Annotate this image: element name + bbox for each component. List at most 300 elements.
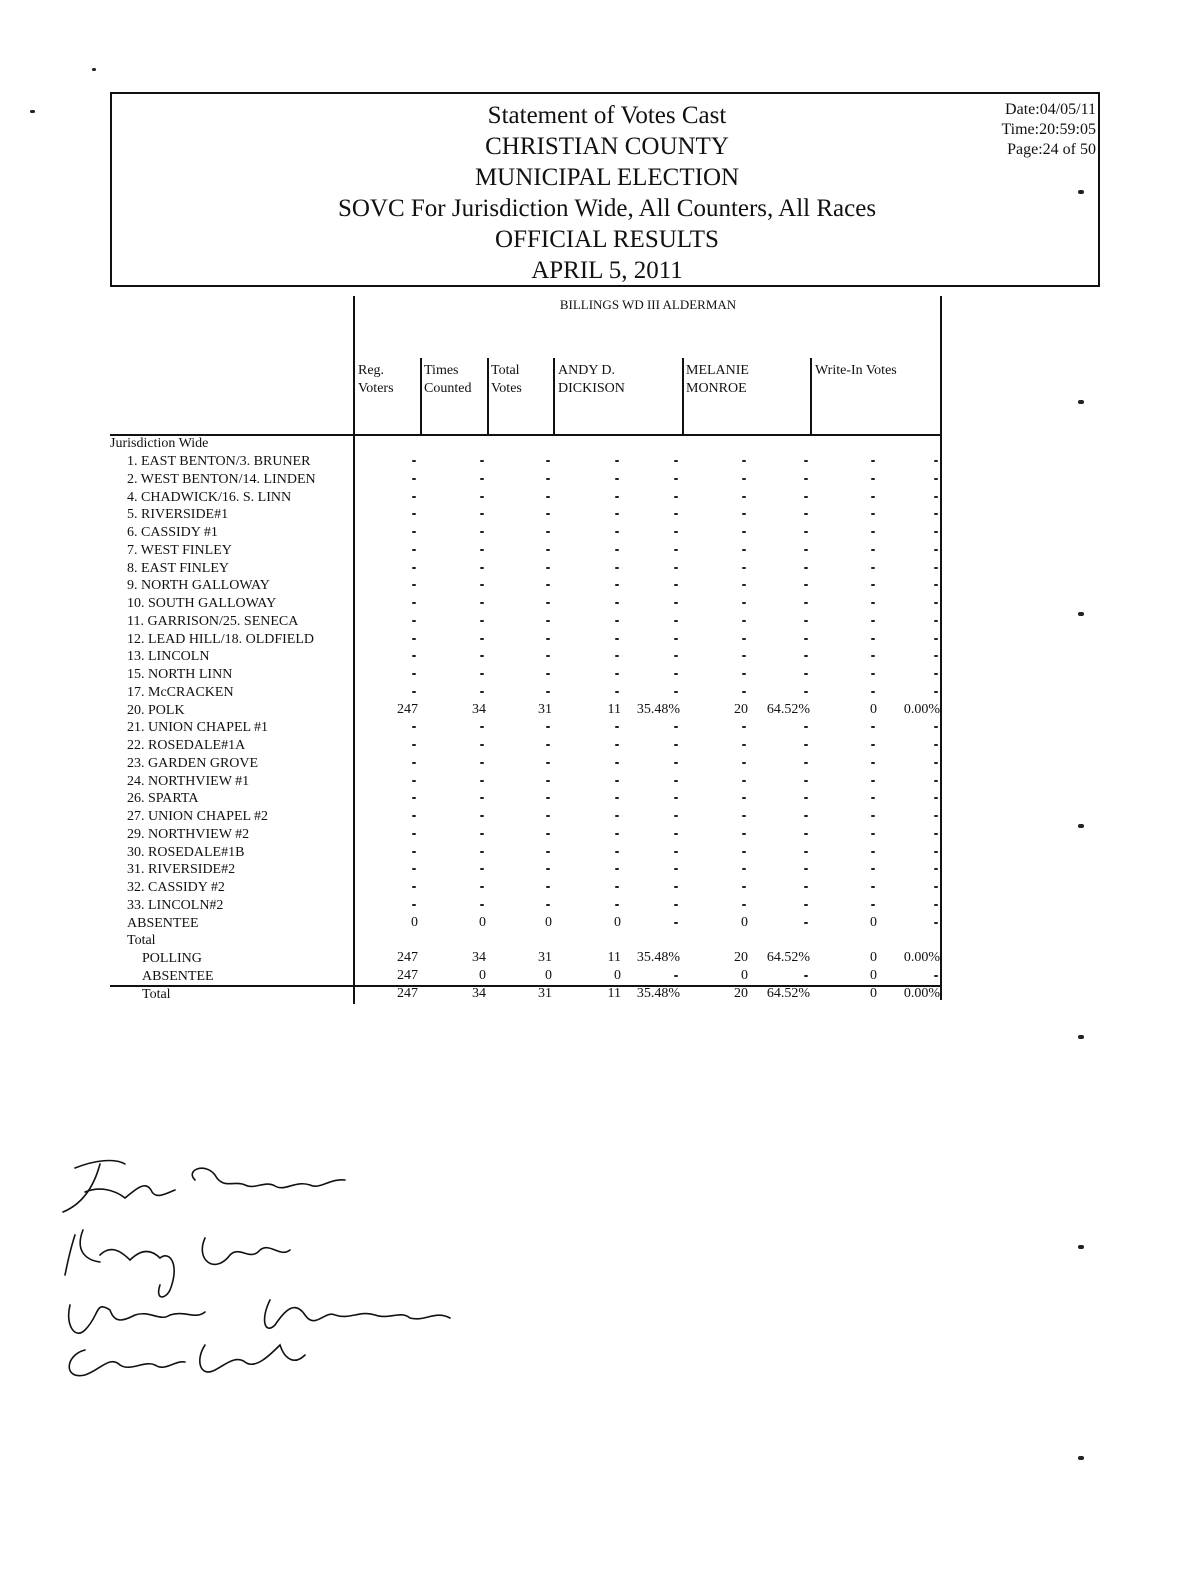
margin-mark bbox=[1078, 400, 1084, 404]
empty-value-mark bbox=[674, 886, 678, 888]
empty-value-mark bbox=[615, 726, 619, 728]
column-header-line: Reg. bbox=[358, 363, 385, 378]
value-cell: 34 bbox=[472, 701, 486, 717]
empty-value-mark bbox=[615, 691, 619, 693]
empty-value-mark bbox=[674, 744, 678, 746]
empty-value-mark bbox=[674, 780, 678, 782]
empty-value-mark bbox=[804, 922, 808, 924]
empty-value-mark bbox=[546, 620, 550, 622]
row-label: 33. LINCOLN#2 bbox=[127, 897, 224, 913]
empty-value-mark bbox=[615, 531, 619, 533]
empty-value-mark bbox=[934, 655, 938, 657]
empty-value-mark bbox=[804, 904, 808, 906]
empty-value-mark bbox=[412, 567, 416, 569]
empty-value-mark bbox=[804, 496, 808, 498]
empty-value-mark bbox=[674, 496, 678, 498]
value-cell: 0.00% bbox=[903, 950, 940, 965]
value-cell: 0 bbox=[870, 985, 877, 1001]
empty-value-mark bbox=[674, 567, 678, 569]
empty-value-mark bbox=[934, 638, 938, 640]
row-label: 13. LINCOLN bbox=[127, 649, 210, 665]
empty-value-mark bbox=[615, 868, 619, 870]
empty-value-mark bbox=[412, 496, 416, 498]
empty-value-mark bbox=[546, 602, 550, 604]
title-line: CHRISTIAN COUNTY bbox=[485, 133, 729, 160]
empty-value-mark bbox=[412, 602, 416, 604]
value-cell: 0 bbox=[411, 914, 418, 930]
empty-value-mark bbox=[412, 744, 416, 746]
empty-value-mark bbox=[546, 584, 550, 586]
empty-value-mark bbox=[804, 584, 808, 586]
empty-value-mark bbox=[934, 886, 938, 888]
empty-value-mark bbox=[742, 460, 746, 462]
empty-value-mark bbox=[615, 567, 619, 569]
empty-value-mark bbox=[615, 673, 619, 675]
empty-value-mark bbox=[674, 655, 678, 657]
empty-value-mark bbox=[546, 797, 550, 799]
value-cell: 11 bbox=[607, 701, 621, 717]
empty-value-mark bbox=[674, 531, 678, 533]
signature-3 bbox=[69, 1300, 450, 1333]
empty-value-mark bbox=[804, 797, 808, 799]
empty-value-mark bbox=[804, 478, 808, 480]
empty-value-mark bbox=[742, 513, 746, 515]
value-cell: 34 bbox=[472, 950, 486, 965]
empty-value-mark bbox=[412, 531, 416, 533]
empty-value-mark bbox=[674, 638, 678, 640]
empty-value-mark bbox=[615, 780, 619, 782]
signature-names: Lisa Russell Kelsey Lock Marian Matthews Carla Esseitt bbox=[55, 1137, 422, 1154]
empty-value-mark bbox=[871, 567, 875, 569]
empty-value-mark bbox=[934, 726, 938, 728]
empty-value-mark bbox=[742, 496, 746, 498]
empty-value-mark bbox=[412, 797, 416, 799]
value-cell: 31 bbox=[538, 701, 552, 717]
column-rule bbox=[487, 358, 489, 434]
row-label: 4. CHADWICK/16. S. LINN bbox=[127, 489, 292, 505]
column-header bbox=[491, 362, 522, 398]
margin-mark bbox=[1078, 824, 1084, 828]
empty-value-mark bbox=[615, 549, 619, 551]
empty-value-mark bbox=[871, 886, 875, 888]
empty-value-mark bbox=[546, 780, 550, 782]
empty-value-mark bbox=[934, 833, 938, 835]
empty-value-mark bbox=[480, 531, 484, 533]
column-header bbox=[424, 362, 471, 398]
empty-value-mark bbox=[742, 638, 746, 640]
empty-value-mark bbox=[412, 620, 416, 622]
empty-value-mark bbox=[742, 833, 746, 835]
value-cell: 20 bbox=[734, 950, 748, 965]
header-bottom-rule bbox=[110, 434, 941, 436]
empty-value-mark bbox=[871, 833, 875, 835]
empty-value-mark bbox=[615, 602, 619, 604]
empty-value-mark bbox=[615, 638, 619, 640]
empty-value-mark bbox=[412, 478, 416, 480]
empty-value-mark bbox=[615, 744, 619, 746]
empty-value-mark bbox=[934, 922, 938, 924]
empty-value-mark bbox=[804, 780, 808, 782]
empty-value-mark bbox=[480, 602, 484, 604]
value-cell: 0 bbox=[545, 967, 552, 983]
empty-value-mark bbox=[615, 886, 619, 888]
total-rule bbox=[110, 985, 941, 987]
empty-value-mark bbox=[480, 762, 484, 764]
empty-value-mark bbox=[480, 567, 484, 569]
empty-value-mark bbox=[742, 851, 746, 853]
empty-value-mark bbox=[546, 673, 550, 675]
row-label: Total bbox=[127, 933, 156, 949]
row-label: 2. WEST BENTON/14. LINDEN bbox=[127, 471, 316, 487]
empty-value-mark bbox=[871, 620, 875, 622]
empty-value-mark bbox=[615, 762, 619, 764]
empty-value-mark bbox=[674, 620, 678, 622]
value-cell: 0 bbox=[870, 701, 877, 717]
race-title: BILLINGS WD III ALDERMAN bbox=[559, 297, 737, 312]
column-header-line: ANDY D. bbox=[558, 363, 616, 378]
value-cell: 35.48% bbox=[636, 950, 680, 965]
empty-value-mark bbox=[480, 886, 484, 888]
empty-value-mark bbox=[412, 549, 416, 551]
report-meta bbox=[1001, 100, 1096, 160]
value-cell: 0 bbox=[479, 914, 486, 930]
empty-value-mark bbox=[934, 673, 938, 675]
empty-value-mark bbox=[871, 744, 875, 746]
table-rule-left bbox=[353, 296, 355, 1004]
report-title bbox=[112, 100, 1102, 286]
empty-value-mark bbox=[934, 496, 938, 498]
empty-value-mark bbox=[674, 833, 678, 835]
empty-value-mark bbox=[934, 620, 938, 622]
empty-value-mark bbox=[546, 638, 550, 640]
empty-value-mark bbox=[615, 655, 619, 657]
empty-value-mark bbox=[871, 460, 875, 462]
empty-value-mark bbox=[804, 691, 808, 693]
value-cell: 0 bbox=[614, 967, 621, 983]
empty-value-mark bbox=[804, 620, 808, 622]
row-label: 17. McCRACKEN bbox=[127, 684, 234, 700]
row-label: 11. GARRISON/25. SENECA bbox=[127, 613, 299, 629]
empty-value-mark bbox=[871, 815, 875, 817]
value-cell: 64.52% bbox=[766, 701, 810, 717]
margin-mark bbox=[1078, 1245, 1084, 1249]
empty-value-mark bbox=[742, 584, 746, 586]
empty-value-mark bbox=[674, 815, 678, 817]
empty-value-mark bbox=[412, 886, 416, 888]
empty-value-mark bbox=[804, 513, 808, 515]
empty-value-mark bbox=[804, 549, 808, 551]
empty-value-mark bbox=[934, 567, 938, 569]
empty-value-mark bbox=[871, 673, 875, 675]
value-cell: 34 bbox=[472, 985, 486, 1001]
empty-value-mark bbox=[412, 655, 416, 657]
empty-value-mark bbox=[934, 868, 938, 870]
empty-value-mark bbox=[804, 886, 808, 888]
value-cell: 0 bbox=[741, 914, 748, 930]
empty-value-mark bbox=[804, 655, 808, 657]
empty-value-mark bbox=[615, 584, 619, 586]
empty-value-mark bbox=[674, 726, 678, 728]
empty-value-mark bbox=[412, 904, 416, 906]
empty-value-mark bbox=[804, 567, 808, 569]
empty-value-mark bbox=[412, 673, 416, 675]
empty-value-mark bbox=[934, 513, 938, 515]
empty-value-mark bbox=[674, 922, 678, 924]
empty-value-mark bbox=[804, 975, 808, 977]
empty-value-mark bbox=[934, 797, 938, 799]
value-cell: 0 bbox=[741, 967, 748, 983]
empty-value-mark bbox=[546, 744, 550, 746]
empty-value-mark bbox=[480, 833, 484, 835]
empty-value-mark bbox=[615, 460, 619, 462]
value-cell: 20 bbox=[734, 701, 748, 717]
empty-value-mark bbox=[804, 744, 808, 746]
value-cell: 0 bbox=[614, 914, 621, 930]
signatures bbox=[55, 1137, 485, 1380]
empty-value-mark bbox=[674, 460, 678, 462]
empty-value-mark bbox=[742, 886, 746, 888]
value-cell: 11 bbox=[607, 985, 621, 1001]
empty-value-mark bbox=[480, 868, 484, 870]
empty-value-mark bbox=[412, 851, 416, 853]
empty-value-mark bbox=[871, 904, 875, 906]
empty-value-mark bbox=[934, 602, 938, 604]
empty-value-mark bbox=[871, 602, 875, 604]
row-label: 27. UNION CHAPEL #2 bbox=[127, 809, 269, 824]
empty-value-mark bbox=[934, 904, 938, 906]
empty-value-mark bbox=[412, 460, 416, 462]
empty-value-mark bbox=[934, 851, 938, 853]
section-label: Jurisdiction Wide bbox=[110, 436, 209, 451]
empty-value-mark bbox=[934, 531, 938, 533]
empty-value-mark bbox=[871, 762, 875, 764]
empty-value-mark bbox=[480, 815, 484, 817]
value-cell: 0 bbox=[870, 950, 877, 965]
title-line: APRIL 5, 2011 bbox=[531, 257, 683, 284]
row-label: 6. CASSIDY #1 bbox=[127, 525, 218, 540]
row-label: 5. RIVERSIDE#1 bbox=[127, 507, 229, 523]
value-cell: 0.00% bbox=[903, 985, 940, 1001]
empty-value-mark bbox=[804, 762, 808, 764]
empty-value-mark bbox=[742, 549, 746, 551]
row-label: 21. UNION CHAPEL #1 bbox=[127, 720, 269, 736]
empty-value-mark bbox=[742, 815, 746, 817]
empty-value-mark bbox=[674, 691, 678, 693]
empty-value-mark bbox=[742, 620, 746, 622]
empty-value-mark bbox=[934, 815, 938, 817]
value-cell: 247 bbox=[397, 950, 418, 965]
empty-value-mark bbox=[674, 584, 678, 586]
empty-value-mark bbox=[742, 868, 746, 870]
empty-value-mark bbox=[615, 797, 619, 799]
column-header bbox=[815, 362, 897, 380]
column-header bbox=[358, 362, 394, 398]
empty-value-mark bbox=[546, 815, 550, 817]
empty-value-mark bbox=[480, 691, 484, 693]
row-label: 8. EAST FINLEY bbox=[127, 560, 230, 576]
empty-value-mark bbox=[546, 513, 550, 515]
value-cell: 35.48% bbox=[636, 985, 680, 1001]
empty-value-mark bbox=[742, 655, 746, 657]
report-date: Date:04/05/11 bbox=[1005, 101, 1096, 118]
empty-value-mark bbox=[480, 496, 484, 498]
column-header-line: Voters bbox=[358, 381, 394, 396]
empty-value-mark bbox=[546, 478, 550, 480]
empty-value-mark bbox=[804, 531, 808, 533]
margin-mark bbox=[30, 110, 35, 113]
title-line: OFFICIAL RESULTS bbox=[495, 226, 719, 253]
empty-value-mark bbox=[412, 638, 416, 640]
row-label: ABSENTEE bbox=[127, 915, 199, 931]
value-cell: 64.52% bbox=[766, 985, 810, 1001]
value-cell: 20 bbox=[734, 985, 748, 1001]
empty-value-mark bbox=[934, 744, 938, 746]
column-header-line: Total bbox=[491, 363, 520, 378]
empty-value-mark bbox=[546, 549, 550, 551]
empty-value-mark bbox=[871, 868, 875, 870]
empty-value-mark bbox=[674, 904, 678, 906]
signature-2 bbox=[65, 1230, 290, 1297]
empty-value-mark bbox=[615, 478, 619, 480]
empty-value-mark bbox=[674, 478, 678, 480]
empty-value-mark bbox=[412, 726, 416, 728]
column-header-line: MONROE bbox=[686, 381, 747, 396]
empty-value-mark bbox=[480, 460, 484, 462]
empty-value-mark bbox=[546, 460, 550, 462]
empty-value-mark bbox=[934, 762, 938, 764]
column-header-line: Counted bbox=[424, 381, 472, 396]
empty-value-mark bbox=[804, 638, 808, 640]
row-label: 15. NORTH LINN bbox=[127, 667, 233, 682]
empty-value-mark bbox=[615, 833, 619, 835]
empty-value-mark bbox=[674, 868, 678, 870]
empty-value-mark bbox=[480, 478, 484, 480]
empty-value-mark bbox=[871, 726, 875, 728]
row-label: 31. RIVERSIDE#2 bbox=[127, 862, 236, 878]
empty-value-mark bbox=[804, 851, 808, 853]
value-cell: 11 bbox=[607, 950, 621, 965]
empty-value-mark bbox=[674, 549, 678, 551]
value-cell: 0 bbox=[870, 967, 877, 983]
empty-value-mark bbox=[871, 638, 875, 640]
empty-value-mark bbox=[742, 602, 746, 604]
empty-value-mark bbox=[871, 691, 875, 693]
column-header-line: MELANIE bbox=[686, 363, 749, 378]
empty-value-mark bbox=[934, 478, 938, 480]
empty-value-mark bbox=[480, 638, 484, 640]
empty-value-mark bbox=[615, 815, 619, 817]
empty-value-mark bbox=[546, 904, 550, 906]
report-page: Page:24 of 50 bbox=[1007, 141, 1096, 158]
report-time: Time:20:59:05 bbox=[1001, 121, 1096, 138]
empty-value-mark bbox=[412, 780, 416, 782]
row-label: 32. CASSIDY #2 bbox=[127, 880, 225, 895]
margin-mark bbox=[1078, 1456, 1084, 1460]
empty-value-mark bbox=[674, 762, 678, 764]
margin-mark bbox=[1078, 612, 1084, 616]
empty-value-mark bbox=[546, 833, 550, 835]
empty-value-mark bbox=[674, 513, 678, 515]
empty-value-mark bbox=[480, 851, 484, 853]
row-label: Total bbox=[142, 986, 171, 1002]
empty-value-mark bbox=[615, 851, 619, 853]
empty-value-mark bbox=[742, 531, 746, 533]
empty-value-mark bbox=[480, 584, 484, 586]
empty-value-mark bbox=[480, 513, 484, 515]
title-line: MUNICIPAL ELECTION bbox=[474, 164, 740, 191]
empty-value-mark bbox=[480, 655, 484, 657]
empty-value-mark bbox=[480, 904, 484, 906]
value-cell: 247 bbox=[397, 985, 418, 1001]
column-rule bbox=[420, 358, 422, 434]
value-cell: 0 bbox=[870, 914, 877, 930]
empty-value-mark bbox=[871, 780, 875, 782]
empty-value-mark bbox=[546, 726, 550, 728]
empty-value-mark bbox=[804, 868, 808, 870]
row-label: 9. NORTH GALLOWAY bbox=[127, 578, 270, 594]
title-line: SOVC For Jurisdiction Wide, All Counters, All Races bbox=[337, 195, 877, 222]
empty-value-mark bbox=[742, 904, 746, 906]
empty-value-mark bbox=[871, 584, 875, 586]
empty-value-mark bbox=[934, 584, 938, 586]
column-header bbox=[558, 362, 625, 398]
empty-value-mark bbox=[480, 780, 484, 782]
empty-value-mark bbox=[742, 744, 746, 746]
column-header-line: Times bbox=[424, 363, 459, 378]
empty-value-mark bbox=[674, 673, 678, 675]
empty-value-mark bbox=[412, 513, 416, 515]
row-label: 26. SPARTA bbox=[127, 791, 199, 807]
empty-value-mark bbox=[412, 584, 416, 586]
signature-4 bbox=[69, 1345, 305, 1376]
empty-value-mark bbox=[546, 868, 550, 870]
empty-value-mark bbox=[480, 797, 484, 799]
empty-value-mark bbox=[615, 496, 619, 498]
margin-mark bbox=[1078, 1035, 1084, 1039]
empty-value-mark bbox=[615, 620, 619, 622]
row-label: ABSENTEE bbox=[142, 968, 214, 984]
empty-value-mark bbox=[480, 726, 484, 728]
row-label: 1. EAST BENTON/3. BRUNER bbox=[127, 454, 311, 469]
empty-value-mark bbox=[804, 460, 808, 462]
column-header-line: DICKISON bbox=[558, 381, 625, 396]
empty-value-mark bbox=[412, 762, 416, 764]
value-cell: 0 bbox=[545, 914, 552, 930]
empty-value-mark bbox=[742, 691, 746, 693]
empty-value-mark bbox=[546, 567, 550, 569]
empty-value-mark bbox=[871, 513, 875, 515]
empty-value-mark bbox=[871, 797, 875, 799]
empty-value-mark bbox=[804, 673, 808, 675]
value-cell: 31 bbox=[538, 950, 552, 965]
signature-1 bbox=[63, 1161, 345, 1212]
empty-value-mark bbox=[871, 655, 875, 657]
value-cell: 247 bbox=[397, 701, 418, 717]
empty-value-mark bbox=[804, 815, 808, 817]
empty-value-mark bbox=[615, 904, 619, 906]
empty-value-mark bbox=[934, 691, 938, 693]
row-label: 7. WEST FINLEY bbox=[127, 542, 232, 558]
empty-value-mark bbox=[742, 780, 746, 782]
margin-mark bbox=[92, 68, 96, 71]
empty-value-mark bbox=[742, 673, 746, 675]
empty-value-mark bbox=[412, 691, 416, 693]
empty-value-mark bbox=[934, 549, 938, 551]
empty-value-mark bbox=[871, 478, 875, 480]
row-label: POLLING bbox=[142, 951, 202, 966]
empty-value-mark bbox=[480, 673, 484, 675]
empty-value-mark bbox=[546, 762, 550, 764]
